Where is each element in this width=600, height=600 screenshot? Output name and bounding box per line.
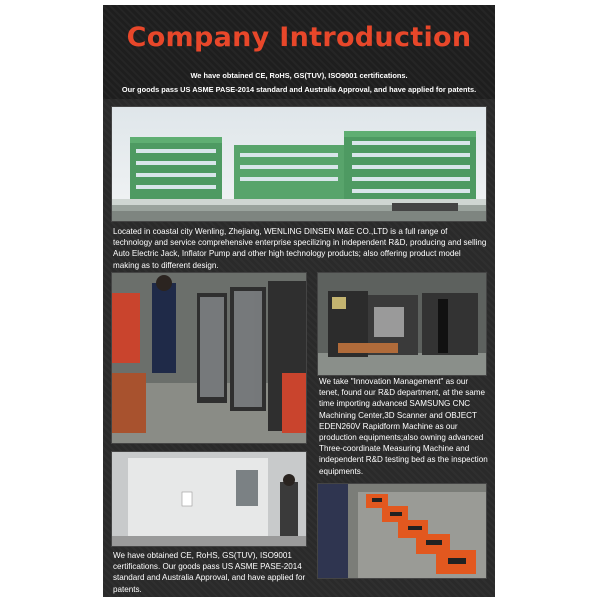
company-intro-panel bbox=[103, 5, 495, 597]
warehouse-packing-photo bbox=[111, 272, 307, 444]
testing-chamber-photo bbox=[111, 451, 307, 547]
cnc-machining-photo bbox=[317, 272, 487, 376]
approval-line: Our goods pass US ASME PASE-2014 standard and Australia Approval, and have applied for patents. bbox=[121, 85, 477, 94]
certification-text: We have obtained CE, RoHS, GS(TUV), ISO9001 certifications. Our goods pass US ASME PASE-2014 standard and Australia Approval, and have applied for patents. bbox=[113, 551, 306, 594]
rd-department-text: We take "Innovation Management" as our tenet, found our R&D department, at the same time importing advanced SAMSUNG CNC Machining Center,3D Scanner and OBJECT EDEN260V Rapidform Machine as our production equipments;also owning advanced Three-coordinate Measuring Machine and independent R&D testing bed as the inspection equipments. bbox=[319, 377, 488, 476]
page-title: Company Introduction bbox=[126, 22, 472, 53]
production-line-photo bbox=[317, 483, 487, 579]
intro-text: Located in coastal city Wenling, Zhejiang, WENLING DINSEN M&E CO.,LTD is a full range of technology and service comprehensive enterprise specilizing in independent R&D, producing and selling Auto Electric Jack, Inflator Pump and other high technology products; also offering product model making as to different design. bbox=[113, 227, 487, 270]
certifications-line: We have obtained CE, RoHS, GS(TUV), ISO9001 certifications. bbox=[190, 71, 408, 80]
factory-building-photo bbox=[111, 106, 487, 222]
header-banner bbox=[103, 5, 495, 99]
